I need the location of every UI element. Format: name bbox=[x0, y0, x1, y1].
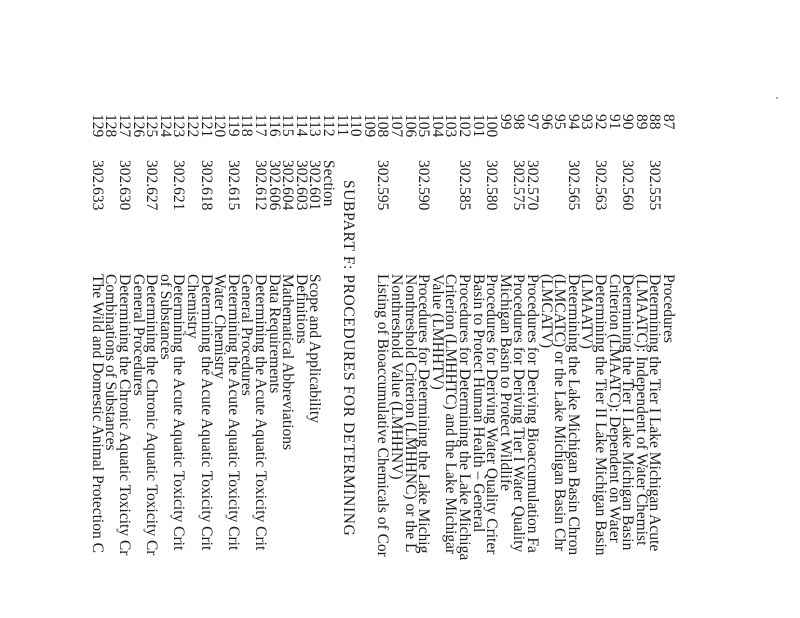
line-number: 99 bbox=[496, 114, 514, 130]
line-number: 120 bbox=[211, 114, 229, 138]
section-number: 302.595 bbox=[374, 160, 392, 211]
line-number: 103 bbox=[442, 114, 460, 138]
line-number: 101 bbox=[469, 114, 487, 138]
line-number: 116 bbox=[265, 114, 283, 137]
section-title: (LMAATV) bbox=[578, 274, 596, 349]
section-title: Determining the Acute Aquatic Toxicity Crit bbox=[224, 274, 242, 551]
section-title: Chemistry bbox=[184, 274, 201, 339]
line-number: 122 bbox=[184, 114, 201, 138]
section-title: General Procedures bbox=[238, 274, 256, 396]
section-title: Mathematical Abbreviations bbox=[279, 274, 297, 451]
section-number: 302.627 bbox=[143, 160, 161, 211]
line-number: 121 bbox=[197, 114, 215, 138]
line-number: 115 bbox=[279, 114, 297, 137]
section-number: 302.575 bbox=[510, 160, 528, 211]
section-title: Value (LMHHTV) bbox=[428, 274, 446, 390]
section-title: Nonthreshold Value (LMHHNV) bbox=[388, 274, 405, 480]
section-title: General Procedures bbox=[129, 274, 147, 396]
section-title: Determining the Chronic Aquatic Toxicity Cr bbox=[116, 274, 133, 556]
section-title: Procedures for Determining the Lake Michiga bbox=[456, 274, 473, 561]
section-title: Procedures for Determining the Lake Michig bbox=[415, 274, 433, 554]
section-title: Procedures for Deriving Bioaccumulation Fa bbox=[524, 274, 541, 553]
section-title: Determining the Acute Aquatic Toxicity Crit bbox=[252, 274, 269, 551]
section-title: Listing of Bioaccumulative Chemicals of Cor bbox=[374, 274, 392, 557]
section-number: 302.630 bbox=[116, 160, 133, 211]
section-number: 302.603 bbox=[292, 160, 310, 211]
section-title: Criterion (LMAATC): Dependent on Water bbox=[605, 274, 623, 543]
line-number: 102 bbox=[456, 114, 473, 138]
section-number: 302.615 bbox=[224, 160, 242, 211]
section-title: Definitions bbox=[292, 274, 310, 344]
section-title: The Wild and Domestic Animal Protection C bbox=[88, 274, 106, 553]
line-number: 94 bbox=[564, 114, 582, 130]
section-title: Scope and Applicability bbox=[306, 274, 324, 423]
section-title: Procedures for Deriving Tier I Water Quality bbox=[510, 274, 528, 553]
section-title: Procedures for Deriving Water Quality Criter bbox=[483, 274, 501, 555]
section-title: Determining the Lake Michigan Basin Chron bbox=[564, 274, 582, 556]
line-number: 88 bbox=[646, 114, 664, 130]
line-number: 109 bbox=[360, 114, 378, 138]
section-title: (LMCATC) or the Lake Michigan Basin Chr bbox=[551, 274, 569, 552]
line-number: 126 bbox=[129, 114, 147, 138]
line-number: 127 bbox=[116, 114, 133, 138]
line-number: 93 bbox=[578, 114, 596, 130]
line-number: 96 bbox=[537, 114, 555, 130]
section-title: Determining the Tier I Lake Michigan Acute bbox=[646, 274, 664, 552]
section-number: 302.580 bbox=[483, 160, 501, 211]
section-title: Basin to Protect Human Health – General bbox=[469, 274, 487, 533]
section-number: 302.618 bbox=[197, 160, 215, 211]
section-number: 302.606 bbox=[265, 160, 283, 211]
section-title: Combinations of Substances bbox=[102, 274, 120, 451]
section-title: Criterion (LMHHTC) and the Lake Michigar bbox=[442, 274, 460, 555]
section-title: Determining the Acute Aquatic Toxicity Crit bbox=[197, 274, 215, 551]
line-number: 112 bbox=[320, 114, 337, 137]
section-title: Determining the Acute Aquatic Toxicity Crit bbox=[170, 274, 188, 551]
section-title: of Substances bbox=[156, 274, 174, 360]
section-title: Determining the Tier II Lake Michigan Basin bbox=[592, 274, 609, 556]
section-number: 302.590 bbox=[415, 160, 433, 211]
line-number: 90 bbox=[619, 114, 637, 130]
line-number: 97 bbox=[524, 114, 541, 130]
line-number: 95 bbox=[551, 114, 569, 130]
line-number: 107 bbox=[388, 114, 405, 138]
section-number: 302.633 bbox=[88, 160, 106, 211]
line-number: 111 bbox=[333, 114, 351, 137]
line-number: 119 bbox=[224, 114, 242, 137]
line-number: 129 bbox=[88, 114, 106, 138]
section-number: 302.621 bbox=[170, 160, 188, 211]
line-number: 125 bbox=[143, 114, 161, 138]
section-title: Determining the Tier I Lake Michigan Basin bbox=[619, 274, 637, 551]
section-title: (LMAATC): Independent of Water Chemist bbox=[632, 274, 650, 546]
line-number: 117 bbox=[252, 114, 269, 137]
line-number: 98 bbox=[510, 114, 528, 130]
section-title: (LMCATV) bbox=[537, 274, 555, 349]
section-number: 302.565 bbox=[564, 160, 582, 211]
line-number: 114 bbox=[292, 114, 310, 137]
subpart-heading: SUBPART F: PROCEDURES FOR DETERMINING bbox=[340, 180, 358, 537]
section-title: Michigan Basin to Protect Wildlife bbox=[496, 274, 514, 491]
scan-speck bbox=[776, 97, 778, 99]
section-title: Water Chemistry bbox=[211, 274, 229, 380]
line-number: 89 bbox=[632, 114, 650, 130]
line-number: 105 bbox=[415, 114, 433, 138]
line-number: 108 bbox=[374, 114, 392, 138]
line-number: 92 bbox=[592, 114, 609, 130]
section-number: 302.570 bbox=[524, 160, 541, 211]
line-number: 123 bbox=[170, 114, 188, 138]
line-number: 128 bbox=[102, 114, 120, 138]
section-number: 302.563 bbox=[592, 160, 609, 211]
section-number: 302.612 bbox=[252, 160, 269, 211]
line-number: 106 bbox=[401, 114, 419, 138]
line-number: 100 bbox=[483, 114, 501, 138]
line-number: 124 bbox=[156, 114, 174, 138]
section-title: Procedures bbox=[660, 274, 677, 343]
line-number: 91 bbox=[605, 114, 623, 130]
section-number: 302.585 bbox=[456, 160, 473, 211]
line-number: 104 bbox=[428, 114, 446, 138]
line-number: 110 bbox=[347, 114, 365, 137]
line-number: 118 bbox=[238, 114, 256, 137]
section-number: 302.560 bbox=[619, 160, 637, 211]
line-number: 113 bbox=[306, 114, 324, 137]
section-number: Section bbox=[320, 160, 337, 207]
section-title: Determining the Chronic Aquatic Toxicity Cr bbox=[143, 274, 161, 556]
section-title: Nonthreshold Criterion (LMHHNC) or the L bbox=[401, 274, 419, 553]
section-number: 302.555 bbox=[646, 160, 664, 211]
section-number: 302.601 bbox=[306, 160, 324, 211]
section-number: 302.604 bbox=[279, 160, 297, 211]
section-title: Data Requirements bbox=[265, 274, 283, 394]
line-number: 87 bbox=[660, 114, 677, 130]
